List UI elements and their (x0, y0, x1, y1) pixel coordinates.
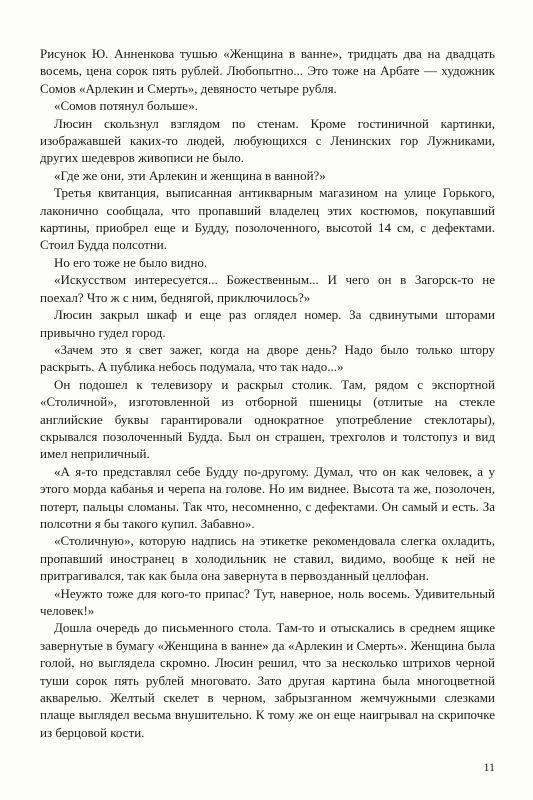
paragraph: Но его тоже не было видно. (54, 254, 208, 270)
paragraph: Дошла очередь до письменного стола. Там-то и отыскались в среднем ящике завернутые в бумагу «Женщина в ванне» да «Арлекин и Смерть». Женщина была голой, но выглядела скромно. Люсин решил, что за несколько штрихов черной туши сорок пять рублей многовато. Зато другая картина была многоцветной акварелью. Желтый скелет в черном, забрызганном жемчужными слезками плаще выглядел весьма внушительно. К тому же он еще наигрывал на скрипочке из берцовой кости. (40, 620, 495, 740)
paragraph: «Неужто тоже для кого-то припас? Тут, наверное, ноль восемь. Удивительный человек!» (40, 585, 495, 618)
paragraph: «Столичную», которую надпись на этикетке рекомендовала слегка охладить, пропавший иностранец в холодильник не ставил, видимо, вообще к ней не притрагивался, так как была она завернута в первозданный целлофан. (40, 533, 495, 584)
paragraph: Рисунок Ю. Анненкова тушью «Женщина в ванне», тридцать два на двадцать восемь, цена сорок пять рублей. Любопытно... Это тоже на Арбате — художник Сомов «Арлекин и Смерть», девяносто четыре рубля. (40, 46, 495, 96)
paragraph: Третья квитанция, выписанная антикварным магазином на улице Горького, лаконично сообщала, что пропавший владелец этих костюмов, покупавший картины, приобрел еще и Будду, позолоченного, высотой 14 см, с дефектами. Стоил Будда полсотни. (40, 185, 495, 253)
paragraph: «Искусством интересуется... Божественным... И чего он в Загорск-то не поехал? Что ж с ним, беднягой, приключилось?» (40, 272, 495, 305)
paragraph: «Где же они, эти Арлекин и женщина в ванной?» (54, 167, 326, 183)
page-number: 11 (483, 760, 495, 774)
paragraph: «А я-то представлял себе Будду по-другому. Думал, что он как человек, а у этого морда кабанья и черепа на голове. Но им виднее. Высота та же, позолочен, потерт, пальцы сломаны. Так что, несомненно, с дефектами. Он самый и есть. За полсотни я бы такого купил. Забавно». (40, 463, 495, 531)
body-text (40, 45, 495, 741)
paragraph: Люсин закрыл шкаф и еще раз оглядел номер. За сдвинутыми шторами привычно гудел город. (40, 307, 495, 340)
paragraph: «Зачем это я свет зажег, когда на дворе день? Надо было только штору раскрыть. А публика небось подумала, что так надо...» (40, 341, 495, 375)
paragraph: Люсин скользнул взглядом по стенам. Кроме гостиничной картинки, изображавшей каких-то людей, любующихся с Ленинских гор Лужниками, других шедевров живописи не было. (40, 115, 495, 166)
paragraph: «Сомов потянул больше». (54, 98, 198, 114)
paragraph: Он подошел к телевизору и раскрыл столик. Там, рядом с экспортной «Столичной», изготовленной из отборной пшеницы (отлитые на стекле английские буквы гарантировали однократное употребление стеклотары), скрывался позолоченный Будда. Был он страшен, трехголов и толстопуз и вид имел неприличный. (40, 376, 495, 462)
